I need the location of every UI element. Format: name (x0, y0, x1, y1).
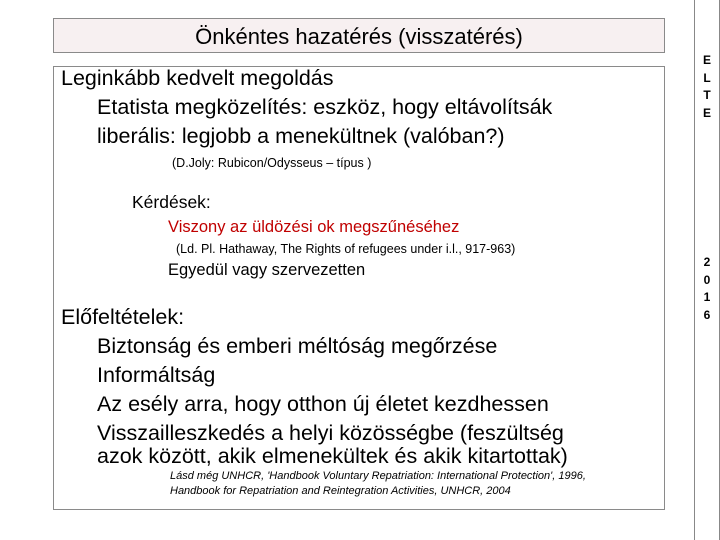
section2-reference: (Ld. Pl. Hathaway, The Rights of refugees under i.l., 917-963) (176, 242, 516, 256)
section3-line: Visszailleszkedés a helyi közösségbe (feszültség (97, 421, 564, 445)
section3-line: Informáltság (97, 363, 216, 387)
side-letter: T (703, 88, 711, 102)
side-letter: E (702, 53, 711, 67)
slide-title: Önkéntes hazatérés (visszatérés) (53, 18, 665, 53)
section1-line: liberális: legjobb a menekültnek (valóban?) (97, 124, 505, 148)
side-bar (694, 0, 720, 540)
section2-heading: Kérdések: (132, 192, 211, 212)
side-label-year (695, 254, 719, 324)
section1-line: Etatista megközelítés: eszköz, hogy eltávolítsák (97, 95, 553, 119)
section1-reference: (D.Joly: Rubicon/Odysseus – típus ) (172, 156, 372, 170)
section3-line: Biztonság és emberi méltóság megőrzése (97, 334, 498, 358)
side-digit: 0 (703, 272, 711, 287)
side-letter: L (703, 70, 711, 85)
section3-reference: Lásd még UNHCR, 'Handbook Voluntary Repatriation: International Protection', 1996, (170, 470, 586, 482)
section2-question: Egyedül vagy szervezetten (168, 261, 366, 279)
section2-question: Viszony az üldözési ok megszűnéséhez (168, 218, 460, 236)
side-digit: 1 (703, 290, 711, 304)
side-digit: 2 (703, 255, 711, 269)
section1-heading: Leginkább kedvelt megoldás (61, 66, 334, 90)
section3-line: azok között, akik elmenekültek és akik kitartottak) (97, 444, 568, 468)
side-label-elte (695, 52, 719, 122)
section3-reference: Handbook for Repatriation and Reintegration Activities, UNHCR, 2004 (170, 485, 511, 497)
side-digit: 6 (703, 307, 711, 322)
section3-line: Az esély arra, hogy otthon új életet kezdhessen (97, 392, 549, 416)
section3-heading: Előfeltételek: (61, 305, 185, 329)
side-letter: E (702, 105, 711, 120)
